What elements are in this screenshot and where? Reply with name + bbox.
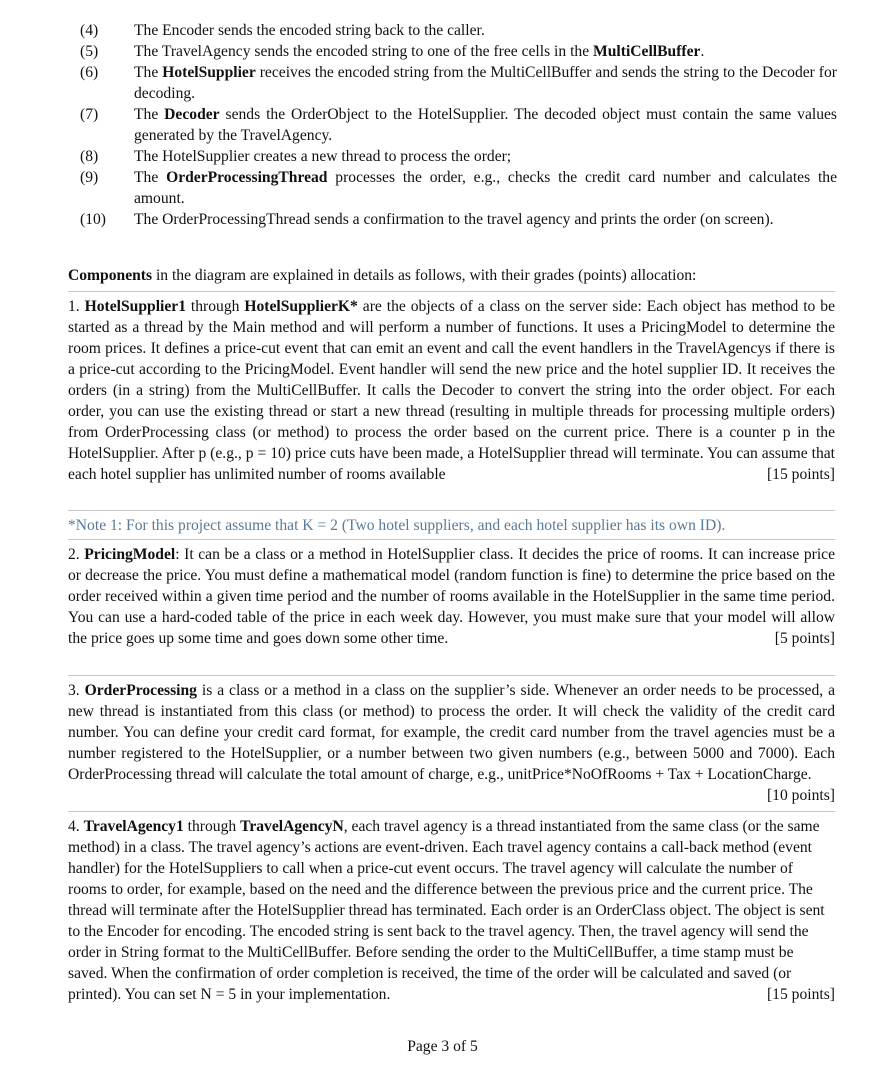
step-5 — [80, 41, 837, 62]
step-text: The HotelSupplier receives the encoded string from the MultiCellBuffer and sends the string to the Decoder for decoding. — [134, 64, 837, 102]
step-text: The OrderProcessingThread sends a confirmation to the travel agency and prints the order (on screen). — [134, 211, 774, 228]
step-9 — [80, 167, 837, 209]
divider — [68, 291, 835, 292]
divider — [68, 811, 835, 812]
step-4 — [80, 20, 837, 41]
points-label: [15 points] — [766, 466, 835, 483]
note-1: *Note 1: For this project assume that K = 2 (Two hotel suppliers, and each hotel supplier has its own ID). — [68, 517, 726, 534]
component-travel-agency: 4. TravelAgency1 through TravelAgencyN, each travel agency is a thread instantiated from the same class (or the same method) in a class. The travel agency’s actions are event-driven. Each travel agency contains a call-back method (event handler) for the HotelSuppliers to call when a price-cut event occurs. The travel agency will calculate the number of rooms to order, for example, based on the need and the difference between the previous price and the current price. The thread will terminate after the HotelSupplier thread has terminated. Each order is an OrderClass object. The object is sent to the Encoder for encoding. The encoded string is sent back to the travel agency. Then, the travel agency will send the order in String format to the MultiCellBuffer. Before sending the order to the MultiCellBuffer, a time stamp must be saved. When the confirmation of order completion is received, the time of the order will be calculated and saved (or printed). You can set N = 5 in your implementation. [15 points] — [68, 818, 835, 1003]
step-7 — [80, 104, 837, 146]
component-pricing-model: 2. PricingModel: It can be a class or a method in HotelSupplier class. It decides the price of rooms. It can increase price or decrease the price. You must define a mathematical model (random function is fine) to determine the price based on the order received within a given time period and the number of rooms available in the HotelSupplier in the same time period. You can use a hard-coded table of the price in each week day. However, you must make sure that your model will allow the price goes up some time and goes down some other time. [5 points] — [68, 546, 836, 647]
points-label: [10 points] — [766, 787, 835, 804]
component-order-processing: 3. OrderProcessing is a class or a method in a class on the supplier’s side. Whenever an order needs to be processed, a new thread is instantiated from this class (or method) to process the order. It will check the validity of the credit card number. You can define your credit card format, for example, the credit card number from the travel agencies must be a number registered to the HotelSupplier, or a number between two given numbers (e.g., between 5000 and 7000). Each OrderProcessing thread will calculate the total amount of charge, e.g., unitPrice*NoOfRooms + Tax + LocationCharge. [10 points] — [68, 682, 835, 804]
step-text: The HotelSupplier creates a new thread to process the order; — [134, 148, 512, 165]
step-8 — [80, 146, 837, 167]
divider — [68, 539, 835, 540]
component-hotel-supplier: 1. HotelSupplier1 through HotelSupplierK* are the objects of a class on the server side: Each object has method to be started as a thread by the Main method and will perform a number of functions. It uses a PricingModel to determine the room prices. It defines a price-cut event that can emit an event and call the event handlers in the TravelAgencys if there is a price-cut according to the PricingModel. Event handler will send the new price and the hotel supplier ID. It receives the orders (in a string) from the MultiCellBuffer. It calls the Decoder to convert the string into the order object. For each order, you can use the existing thread or start a new thread (resulting in multiple threads for processing multiple orders) from OrderProcessing class (or method) to process the order based on the current price. There is a counter p in the HotelSupplier. After p (e.g., p = 10) price cuts have been made, a HotelSupplier thread will terminate. You can assume that each hotel supplier has unlimited number of rooms available [15 points] — [68, 298, 835, 483]
step-number: (8) — [80, 148, 99, 165]
divider — [68, 675, 835, 676]
step-text: The OrderProcessingThread processes the order, e.g., checks the credit card number and calculates the amount. — [134, 169, 837, 207]
step-6 — [80, 62, 837, 104]
step-number: (6) — [80, 64, 99, 81]
divider — [68, 510, 835, 511]
page-number: Page 3 of 5 — [407, 1038, 478, 1055]
step-number: (7) — [80, 106, 99, 123]
step-number: (5) — [80, 43, 99, 60]
step-10 — [80, 209, 837, 230]
step-number: (4) — [80, 22, 99, 39]
components-intro: Components in the diagram are explained in details as follows, with their grades (points) allocation: — [68, 267, 697, 284]
step-text: The TravelAgency sends the encoded string to one of the free cells in the MultiCellBuffer. — [134, 43, 705, 60]
points-label: [5 points] — [774, 630, 835, 647]
points-label: [15 points] — [766, 986, 835, 1003]
step-text: The Decoder sends the OrderObject to the HotelSupplier. The decoded object must contain the same values generated by the TravelAgency. — [134, 106, 837, 144]
step-number: (9) — [80, 169, 99, 186]
step-text: The Encoder sends the encoded string back to the caller. — [134, 22, 485, 39]
step-number: (10) — [80, 211, 106, 228]
numbered-steps — [80, 20, 837, 230]
